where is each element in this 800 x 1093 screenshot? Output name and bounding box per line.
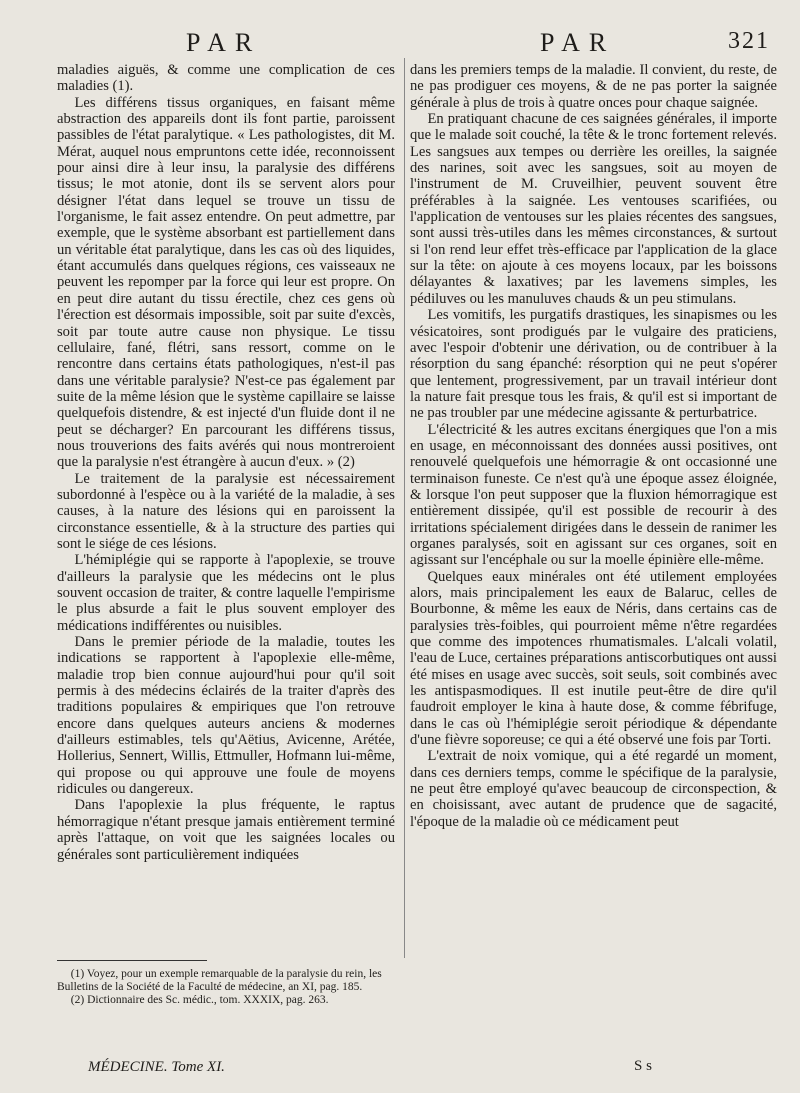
running-head-right: PAR [540,28,616,57]
column-divider [404,58,405,958]
right-column [410,62,777,830]
running-head-left: PAR [186,28,262,57]
paragraph: Les différens tissus organiques, en faisant même abstraction des appareils dont ils font partie, paroissent passibles de l'état paralytique. « Les pathologistes, dit M. Mérat, auquel nous empruntons cette idée, reconnoissent pour ainsi dire à leur insu, la paralysie des différens tissus; le mot atonie, dont ils se servent alors pour désigner l'état dans lequel se trouve un tissu de l'organisme, le fait assez entendre. On peut admettre, par exemple, que le système absorbant est partiellement dans un véritable état paralytique, dans les cas où des liquides, étant accumulés dans quelques régions, ces vaisseaux ne peuvent les repomper par la force qui leur est propre. On en peut dire autant du tissu érectile, chez ces gens où l'érection est désormais impossible, soit par suite d'excès, soit par toute autre cause non physique. Le tissu cellulaire, fané, flétri, sans ressort, comme on le rencontre dans certains états pathologiques, n'est-il pas dans une véritable paralysie? N'est-ce pas également par suite de la même lésion que le système capillaire se laisse quelquefois distendre, & est injecté d'un fluide dont il ne peut se décharger? En parcourant les différens tissus, nous trouverions des faits avérés qui nous montreroient que la paralysie n'est étrangère à aucun d'eux. » (2) [57,94,395,471]
paragraph: L'extrait de noix vomique, qui a été regardé un moment, dans ces derniers temps, comme le spécifique de la paralysie, ne peut être employé qu'avec beaucoup de circonspection, & en choisissant, avec autant de prudence que de sagacité, l'époque de la maladie où ce médicament peut [410,748,777,830]
paragraph: Le traitement de la paralysie est nécessairement subordonné à l'espèce ou à la variété de la maladie, à ses causes, à la nature des lésions qui en paroissent la circonstance essentielle, & à la structure des parties qui sont le siége de ces lésions. [57,470,395,552]
paragraph: En pratiquant chacune de ces saignées générales, il importe que le malade soit couché, la tête & le tronc fortement relevés. Les sangsues aux tempes ou derrière les oreilles, la saignée des narines, soit avec les sangsues, soit au moyen de l'instrument de M. Cruveilhier, peuvent souvent être préférables à la saignée. Les ventouses scarifiées, ou l'application de ventouses sur les plaies récentes des sangsues, sont aussi très-utiles dans les mêmes circonstances, & surtout si l'on rend leur effet très-efficace par l'application de la glace sur la tête: on ajoute à ces moyens locaux, par les boissons délayantes & laxatives; par les lavemens simples, les pédiluves ou les manuluves chauds & un peu stimulans. [410,111,777,307]
paragraph: Les vomitifs, les purgatifs drastiques, les sinapismes ou les vésicatoires, sont prodigués par le vulgaire des praticiens, avec l'espoir d'obtenir une dérivation, ou de contribuer à la résorption du sang épanché: résorption qui ne peut s'opérer que lentement, progressivement, par un travail intérieur dont la nature fait presque tous les frais, & qu'il est si important de ne pas troubler par une médecine agissante & perturbatrice. [410,307,777,422]
sheet-signature: S s [634,1058,652,1074]
paragraph: Dans l'apoplexie la plus fréquente, le raptus hémorragique n'étant presque jamais entièrement terminé après l'attaque, on voit que les saignées locales ou générales sont particulièrement indiquées [57,797,395,863]
footnote: (2) Dictionnaire des Sc. médic., tom. XXXIX, pag. 263. [70,994,329,1006]
paragraph: dans les premiers temps de la maladie. Il convient, du reste, de ne pas prodiguer ces moyens, & de ne pas porter la saignée générale à plus de trois à quatre onces pour chaque saignée. [410,62,777,111]
footnotes [57,968,397,1007]
paragraph: L'électricité & les autres excitans énergiques que l'on a mis en usage, en méconnoissant des données aussi positives, ont renouvelé quelquefois une hémorragie & ont occasionné une terminaison funeste. Ce n'est qu'à une époque assez éloignée, & lorsque l'on peut supposer que la fluxion hémorragique est entièrement dissipée, qu'il est possible de recourir à des irritations spécialement dirigées dans le dessein de ranimer les organes paralysés, soit en agissant sur ces organes, soit en agissant sur l'encéphale ou sur la moelle épinière elle-même. [410,421,777,569]
footnote-rule [57,960,207,961]
paragraph: maladies aiguës, & comme une complication de ces maladies (1). [57,62,395,95]
paragraph: L'hémiplégie qui se rapporte à l'apoplexie, se trouve d'ailleurs la paralysie que les médecins ont le plus souvent occasion de traiter, & contre laquelle l'empirisme le plus absurde a fait le plus souvent employer des médications indifférentes ou nuisibles. [57,552,395,634]
page-number: 321 [728,28,770,54]
paragraph: Quelques eaux minérales ont été utilement employées alors, mais principalement les eaux de Balaruc, celles de Bourbonne, & même les eaux de Néris, dans certains cas de paralysies très-foibles, qui pourroient même n'être regardées que comme des impotences rhumatismales. L'alcali volatil, l'eau de Luce, certaines préparations antiscorbutiques ont aussi été mises en usage avec succès, soit seuls, soit combinés avec les antispasmodiques. Il est inutile peut-être de dire qu'il faudroit employer le kina à haute dose, & comme fébrifuge, dans le cas où l'hémiplégie seroit périodique & dépendante d'une fièvre soporeuse; ce qui a été observé une fois par Torti. [410,568,777,749]
printer-signature: MÉDECINE. Tome XI. [88,1059,225,1075]
paragraph: Dans le premier période de la maladie, toutes les indications se rapportent à l'apoplexie elle-même, maladie trop bien connue aujourd'hui pour qu'il soit permis à des médecins éclairés de la traiter d'après des traditions populaires & empiriques que l'on retrouve encore dans quelques auteurs anciens & modernes d'ailleurs estimables, tels qu'Aëtius, Avicenne, Arétée, Hollerius, Sennert, Willis, Ettmuller, Hofmann lui-même, qui propose ou qui approuve une foule de moyens ridicules ou dangereux. [57,634,395,798]
left-column [57,62,395,863]
footnote: (1) Voyez, pour un exemple remarquable de la paralysie du rein, les Bulletins de la Société de la Faculté de médecine, an XI, pag. 185. [57,968,382,993]
